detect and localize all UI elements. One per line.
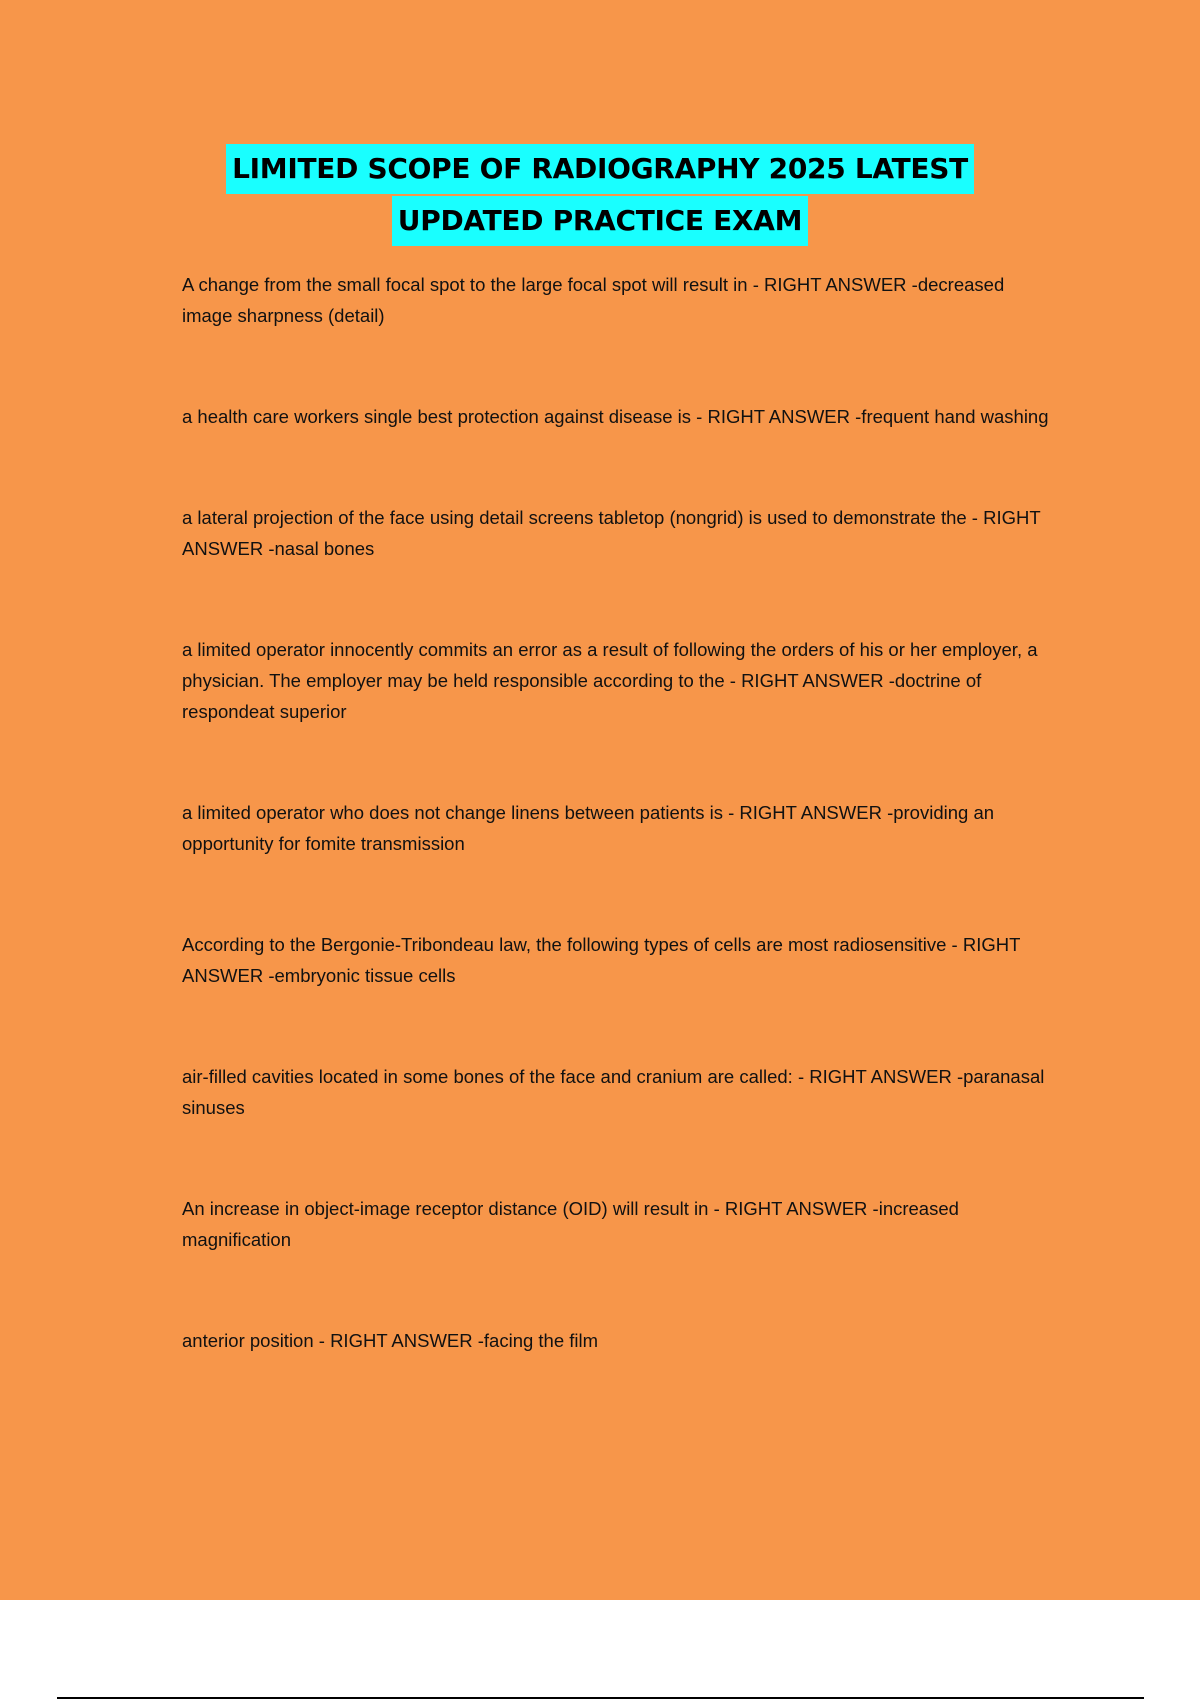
footer-divider [57,1697,1144,1699]
qa-item: anterior position - RIGHT ANSWER -facing the film [182,1330,599,1351]
qa-item: a lateral projection of the face using detail screens tabletop (nongrid) is used to demonstrate the - RIGHT ANSWER -nasal bones [182,507,1041,559]
qa-item: a health care workers single best protection against disease is - RIGHT ANSWER -frequent hand washing [182,406,1049,427]
question-answer-list [182,269,1052,1356]
title-line-1: LIMITED SCOPE OF RADIOGRAPHY 2025 LATEST [226,144,974,194]
qa-item: A change from the small focal spot to the large focal spot will result in - RIGHT ANSWER -decreased image sharpness (detail) [182,274,1005,326]
title-line-2: UPDATED PRACTICE EXAM [392,196,808,246]
document-title [0,144,1200,246]
qa-item: An increase in object-image receptor distance (OID) will result in - RIGHT ANSWER -increased magnification [182,1198,959,1250]
qa-item: a limited operator innocently commits an error as a result of following the orders of his or her employer, a physician. The employer may be held responsible according to the - RIGHT ANSWER -doctrine of respondeat superior [182,639,1038,722]
qa-item: According to the Bergonie-Tribondeau law, the following types of cells are most radiosensitive - RIGHT ANSWER -embryonic tissue cells [182,934,1021,986]
qa-item: air-filled cavities located in some bones of the face and cranium are called: - RIGHT ANSWER -paranasal sinuses [182,1066,1045,1118]
qa-item: a limited operator who does not change linens between patients is - RIGHT ANSWER -providing an opportunity for fomite transmission [182,802,995,854]
